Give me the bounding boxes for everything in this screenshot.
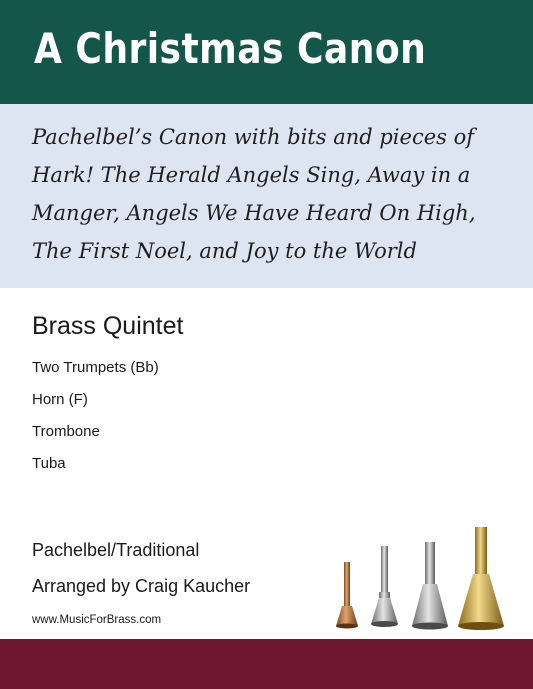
trumpet-mouthpiece-icon [336,562,358,629]
instrument-trumpets: Two Trumpets (Bb) [32,359,159,376]
page-title: A Christmas Canon [34,24,427,73]
website-link[interactable]: www.MusicForBrass.com [32,614,162,626]
subtitle-band [0,104,533,288]
horn-mouthpiece-icon [371,546,398,627]
subtitle-text: Pachelbel’s Canon with bits and pieces of Hark! The Herald Angels Sing, Away in a Manger, Angels We Have Heard On High, The First Noel, and Joy to the World [32,125,476,263]
footer-band [0,639,533,689]
brass-mouthpieces-icon [330,522,510,634]
instrument-tuba: Tuba [32,455,66,472]
instrument-horn: Horn (F) [32,391,88,408]
tuba-mouthpiece-icon [458,527,504,630]
instrument-trombone: Trombone [32,423,100,440]
instrument-list [32,359,159,487]
title-band [0,0,533,104]
ensemble-heading: Brass Quintet [32,312,184,340]
arranger-credit: Arranged by Craig Kaucher [32,576,251,596]
trombone-mouthpiece-icon [412,542,448,630]
composer-credit: Pachelbel/Traditional [32,540,200,560]
